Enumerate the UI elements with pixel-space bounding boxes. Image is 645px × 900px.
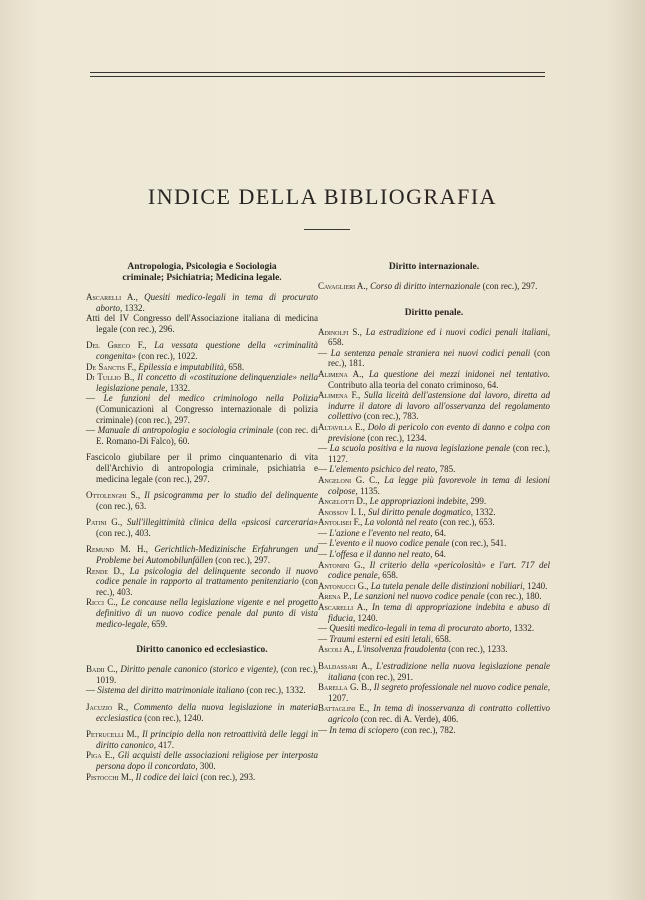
entry-author: Antonini G., [318,559,365,570]
entry-details: 659. [151,618,168,629]
entry-author: Antonucci G., [318,580,369,591]
bibliography-entry [318,327,550,348]
entry-author: Patini G., [86,517,123,528]
entry-title: Il segreto professionale nel nuovo codice penale, [373,682,550,693]
entry-title: L'offesa e il danno nel reato, [329,549,433,560]
entry-title: Il concetto di «costituzione delinquenziale» nella legislazione penale, [96,372,319,393]
bibliography-entry [318,549,550,560]
entry-details: (con rec.), 1234. [367,432,427,443]
entry-author: — [318,347,327,358]
entry-details: Fascicolo giubilare per il primo cinquantenario di vita dell'Archivio di antropologia criminale, psichiatria e medicina legale (con rec.), 297. [86,452,318,484]
entry-details: (con rec.), 63. [96,500,147,511]
bibliography-entry [318,538,550,549]
bibliography-entry [318,591,550,602]
bibliography-entry [86,750,318,771]
entry-details: (con rec.), 1022. [138,350,198,361]
entry-title: Dolo di pericolo con evento di danno e colpa con previsione [328,421,550,443]
entry-author: Piga E., [86,750,115,761]
entry-author: Ascoli A., [318,644,355,655]
entry-details: 1240. [357,612,378,623]
bibliography-entry [318,464,550,475]
entry-title: In tema di inosservanza di contratto collettivo agricolo [328,703,551,724]
entry-details: 658. [382,570,398,581]
entry-details: (con rec.), 403. [96,527,151,538]
bibliography-entry [86,566,318,598]
entry-author: Ricci C., [86,597,118,608]
entry-details: (con rec.), 293. [200,771,256,782]
bibliography-entry [318,443,550,464]
entry-title: Sistema del diritto matrimoniale italiano [97,685,245,696]
entry-author: Angeloni G. C., [318,474,380,485]
entry-title: Il psicogramma per lo studio del delinquente [144,490,318,501]
section-heading-line: Diritto internazionale. [388,262,480,272]
bibliography-entry [318,422,550,443]
bibliography-entry [86,490,318,511]
bibliography-entry [318,475,550,496]
entry-details: 1207. [328,692,349,703]
bibliography-entry [86,425,318,446]
bibliography-entry [318,634,550,645]
entry-details: 1332. [124,302,145,313]
bibliography-entry [318,602,550,623]
entry-details: (con rec.), 653. [439,517,495,528]
entry-details: 300. [199,760,216,771]
entry-author: Barella G. B., [318,682,372,693]
entry-title: In tema di appropriazione indebita e abuso di fiducia, [328,602,551,623]
entry-title: Gli acquisti delle associazioni religiose per interposta persona dopo il concordato, [96,750,319,771]
section-heading [318,262,550,273]
entry-author: — [318,633,327,644]
bibliography-entry [86,772,318,783]
header-rule-thin [90,76,545,77]
entry-author: Cavaglieri A., [318,281,368,291]
bibliography-entry [318,682,550,703]
entry-author: — [318,464,327,475]
entry-details: (con rec.), 782. [400,724,456,735]
entry-details: 64. [434,549,446,560]
entry-title: Il principio della non retroattività delle leggi in diritto canonico, [96,729,319,750]
entry-author: — [318,538,327,549]
entry-author: Anossov I. I., [318,506,366,517]
entry-author: Altavilla E., [318,421,366,432]
bibliography-entry [86,452,318,484]
bibliography-entry [86,664,318,685]
entry-author: — [86,685,95,696]
bibliography-entry [318,644,550,655]
entry-author: Di Tullio B., [86,372,135,383]
bibliography-entry [318,507,550,518]
entry-author: Arena P., [318,591,352,602]
bibliography-entry [86,597,318,629]
entry-details: 299. [470,496,487,507]
entry-title: Epilessia e imputabilità, [138,361,227,372]
bibliography-entry [86,393,318,425]
bibliography-entry [318,496,550,507]
entry-title: L'elemento psichico del reato, [329,464,438,475]
bibliography-entry [318,281,550,292]
entry-title: Sulla liceità dell'astensione dal lavoro, diretta ad indurre il datore di lavoro all'osservanza del regolamento collettivo [328,390,550,422]
entry-title: L'estradizione nella nuova legislazione penale italiana [328,661,550,682]
bibliography-entry [86,340,318,361]
entry-author: Adinolfi S., [318,326,362,337]
entry-details: (con rec.), 180. [486,591,542,602]
entry-title: Manuale di antropologia e sociologia criminale [97,425,274,436]
entry-details: 64. [434,527,446,538]
entry-title: Commento della nuova legislazione in materia ecclesiastica [96,702,319,723]
entry-author: De Sanctis F., [86,361,137,372]
entry-title: Gerichtlich-Medizinische Erfahrungen und Probleme bei Automobilunfällen [96,544,318,566]
bibliography-entry [86,517,318,538]
bibliography-entry [318,581,550,592]
entry-title: Le sanzioni nel nuovo codice penale [353,591,485,602]
entry-details: (con rec. di A. Verde), 406. [360,713,459,724]
entry-title: Sul diritto penale dogmatico, [368,506,473,517]
entry-author: Rende D., [86,565,125,576]
bibliography-entry [86,729,318,750]
entry-details: Atti del IV Congresso dell'Associazione italiana di medicina legale (con rec.), 296. [86,313,318,334]
entry-details: Contributo alla teoria del conato criminoso, 64. [328,379,499,390]
entry-title: La legge più favorevole in tema di lesioni colpose, [328,474,550,496]
section-heading-line: criminale; Psichiatria; Medicina legale. [122,273,282,283]
entry-details: 1240. [527,580,548,591]
entry-author: — [318,724,327,735]
left-column [86,262,318,782]
bibliography-entry [86,313,318,334]
entry-title: La sentenza penale straniera nei nuovi codici penali [330,347,531,358]
entry-details: (con rec.), 541. [451,538,507,549]
entry-details: (con rec.), 783. [363,411,419,422]
entry-title: La vessata questione della «criminalità congenita» [96,340,318,361]
entry-details: 785. [439,464,456,475]
entry-title: L'insolvenza fraudolenta [356,644,447,655]
entry-author: Del Greco F., [86,340,147,351]
bibliography-entry [318,528,550,539]
entry-author: Pistocchi M., [86,771,134,782]
entry-details: (Comunicazioni al Congresso internazionale di polizia criminale) (con rec.), 297. [96,403,318,425]
entry-details: (con rec.), 1233. [448,644,508,655]
entry-title: La scuola positiva e la nuova legislazione penale [329,443,511,454]
entry-author: Remund M. H., [86,544,148,555]
entry-author: Jacuzio R., [86,702,129,712]
entry-author: Ascarelli A., [318,602,368,613]
section-heading-line: Diritto canonico ed ecclesiastico. [136,645,268,656]
entry-author: — [86,425,95,436]
entry-details: 1332. [513,623,535,634]
entry-author: — [318,623,327,634]
entry-details: 1332. [169,382,190,393]
entry-details: 1332. [475,506,496,517]
entry-author: Angelotti D., [318,496,368,507]
page-title: INDICE DELLA BIBLIOGRAFIA [147,184,498,209]
bibliography-entry [318,348,550,369]
bibliography-entry [318,517,550,528]
bibliography-entry [86,372,318,393]
section-heading [318,308,550,319]
entry-details: 658. [228,361,245,372]
entry-details: (con rec.), 1332. [246,685,306,696]
entry-author: — [318,443,327,454]
entry-title: Quesiti medico-legali in tema di procurato aborto, [96,292,319,313]
bibliography-entry [86,362,318,373]
entry-details: (con rec.), 1240. [144,712,204,723]
entry-title: L'azione e l'evento nel reato, [329,527,433,538]
entry-details: (con rec.), 181. [328,347,550,369]
entry-title: La questione dei mezzi inidonei nel tentativo. [368,368,550,379]
section-heading-line: Diritto penale. [404,307,464,318]
entry-author: Baldassari A., [318,661,373,671]
entry-author: — [318,527,327,538]
entry-title: Diritto penale canonico (storico e vigente), [120,664,279,675]
entry-author: Alimena F., [318,390,361,401]
entry-author: Badii C., [86,664,118,675]
entry-title: La tutela penale delle distinzioni nobiliari, [370,580,525,591]
bibliography-entry [318,661,550,682]
entry-author: — [318,549,327,560]
bibliography-entry [318,560,550,581]
entry-title: Le appropriazioni indebite, [369,496,469,507]
entry-author: Ascarelli A., [86,292,138,302]
entry-details: (con rec.), 1019. [96,664,318,685]
entry-title: Le funzioni del medico criminologo nella Polizia [103,393,319,404]
entry-title: Quesiti medico-legali in tema di procurato aborto, [329,623,512,634]
bibliography-entry [86,702,318,723]
entry-author: Petrucelli M., [86,729,140,740]
right-column [318,262,550,735]
bibliography-entry [86,292,318,313]
bibliography-entry [318,725,550,736]
entry-title: In tema di sciopero [329,724,399,735]
entry-author: Ottolenghi S., [86,490,141,501]
entry-title: La psicologia del delinquente secondo il nuovo codice penale in rapporto al trattamento penitenziario [96,565,319,587]
entry-title: Traumi esterni ed esiti letali, [329,633,433,644]
entry-details: 658. [435,633,451,644]
entry-title: Il criterio della «pericolosità» e l'art. 717 del codice penale, [328,559,551,581]
entry-details: (con rec.), 403. [96,576,318,597]
entry-author: Antolisei F., [318,517,363,528]
entry-details: (con rec.), 297. [482,281,538,291]
entry-details: (con rec.), 297. [215,555,270,566]
section-heading [86,262,318,284]
entry-details: (con rec.), 1127. [328,443,550,464]
entry-author: Alimena A., [318,368,364,379]
entry-details: 417. [158,739,174,750]
title-underline [304,229,350,230]
entry-title: Le concause nella legislazione vigente e nel progetto definitivo di un nuovo codice penale dal punto di vista medico-legale, [96,597,319,629]
header-rule [90,72,545,73]
entry-details: (con rec.), 291. [358,671,413,682]
bibliography-entry [318,623,550,634]
bibliography-entry [318,703,550,724]
entry-title: L'evento e il nuovo codice penale [329,538,450,549]
entry-title: Il codice dei laici [135,771,199,782]
entry-title: La volontà nel reato [364,517,438,528]
entry-details: 1135. [360,485,380,496]
entry-title: Sull'illegittimità clinica della «psicosi carceraria» [126,517,318,528]
entry-details: 658. [328,337,344,348]
entry-author: — [86,393,95,404]
bibliography-entry [86,685,318,696]
section-heading-line: Antropologia, Psicologia e Sociologia [127,262,277,272]
entry-author: Battaglini E., [318,703,370,714]
entry-details: (con rec. di E. Romano-Di Falco), 60. [96,425,319,446]
bibliography-entry [318,369,550,390]
bibliography-entry [86,544,318,565]
entry-title: Corso di diritto internazionale [370,281,481,291]
bibliography-entry [318,390,550,422]
section-heading [86,645,318,656]
entry-title: La estradizione ed i nuovi codici penali italiani, [365,326,551,337]
